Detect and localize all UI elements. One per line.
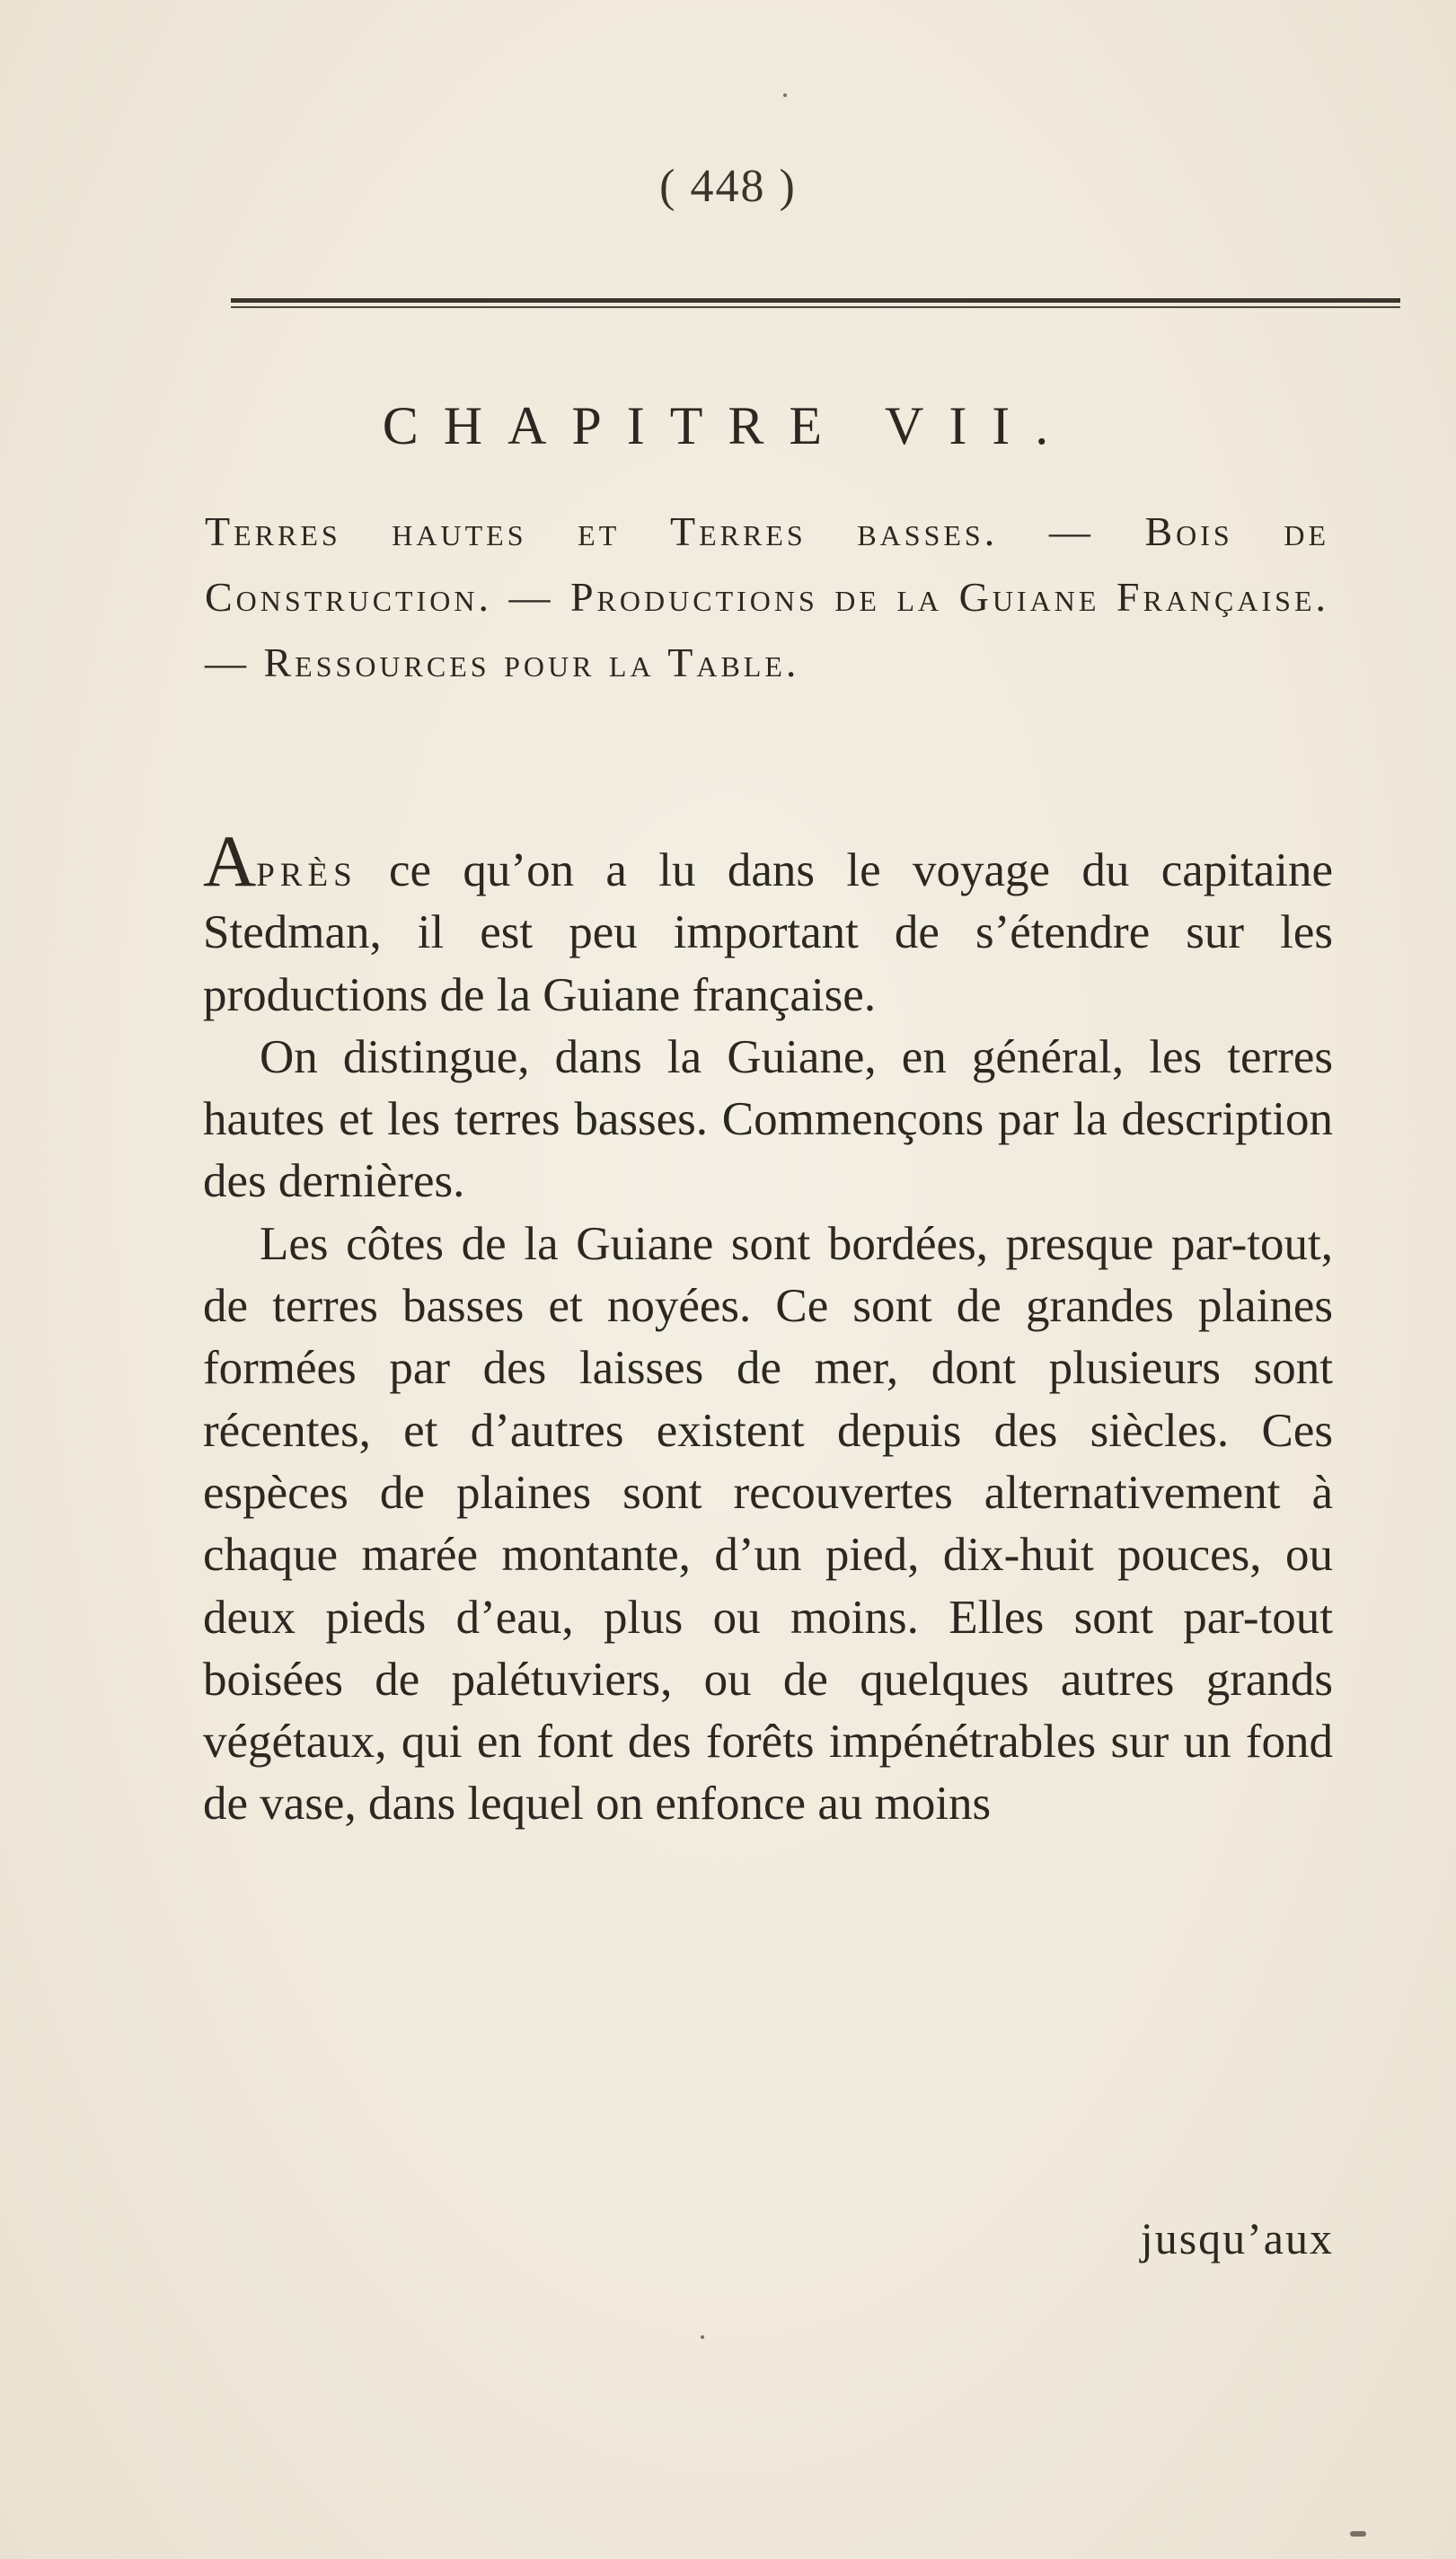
paper-speck: [701, 2335, 704, 2339]
header-rule-thick: [231, 298, 1400, 303]
page-number: ( 448 ): [659, 161, 797, 212]
paper-speck: [783, 93, 787, 97]
paragraph-2: On distingue, dans la Guiane, en général, les terres hautes et les terres basses. Commençons par la description des dernières.: [203, 1030, 1333, 1208]
chapter-summary: Terres hautes et Terres basses. — Bois de Construction. — Productions de la Guiane Française. — Ressources pour la Table.: [205, 508, 1329, 685]
paragraph-3: Les côtes de la Guiane sont bordées, presque par-tout, de terres basses et noyées. Ce sont de grandes plaines formées par des laisses de mer, dont plusieurs sont récentes, et d’autres existent depuis des siècles. Ces espèces de plaines sont recouvertes alternativement à chaque marée montante, d’un pied, dix-huit pouces, ou deux pieds d’eau, plus ou moins. Elles sont par-tout boisées de palétuviers, ou de quelques autres grands végétaux, qui en font des forêts impénétrables sur un fond de vase, dans lequel on enfonce au moins: [203, 1217, 1333, 1831]
paper-speck: [1350, 2531, 1366, 2537]
header-rule-thin: [231, 306, 1400, 308]
chapter-title: CHAPITRE VII.: [382, 396, 1074, 455]
opening-initial: A: [203, 820, 257, 902]
paragraph-1: [203, 820, 1333, 1027]
catchword: jusqu’aux: [1140, 2213, 1334, 2263]
paragraph-1-text: ce qu’on a lu dans le voyage du capitaine Stedman, il est peu important de s’étendre sur les productions de la Guiane française.: [203, 844, 1333, 1021]
opening-smallcaps: près: [256, 844, 357, 896]
body-text: [203, 820, 1333, 1836]
header-rule: [231, 298, 1400, 309]
